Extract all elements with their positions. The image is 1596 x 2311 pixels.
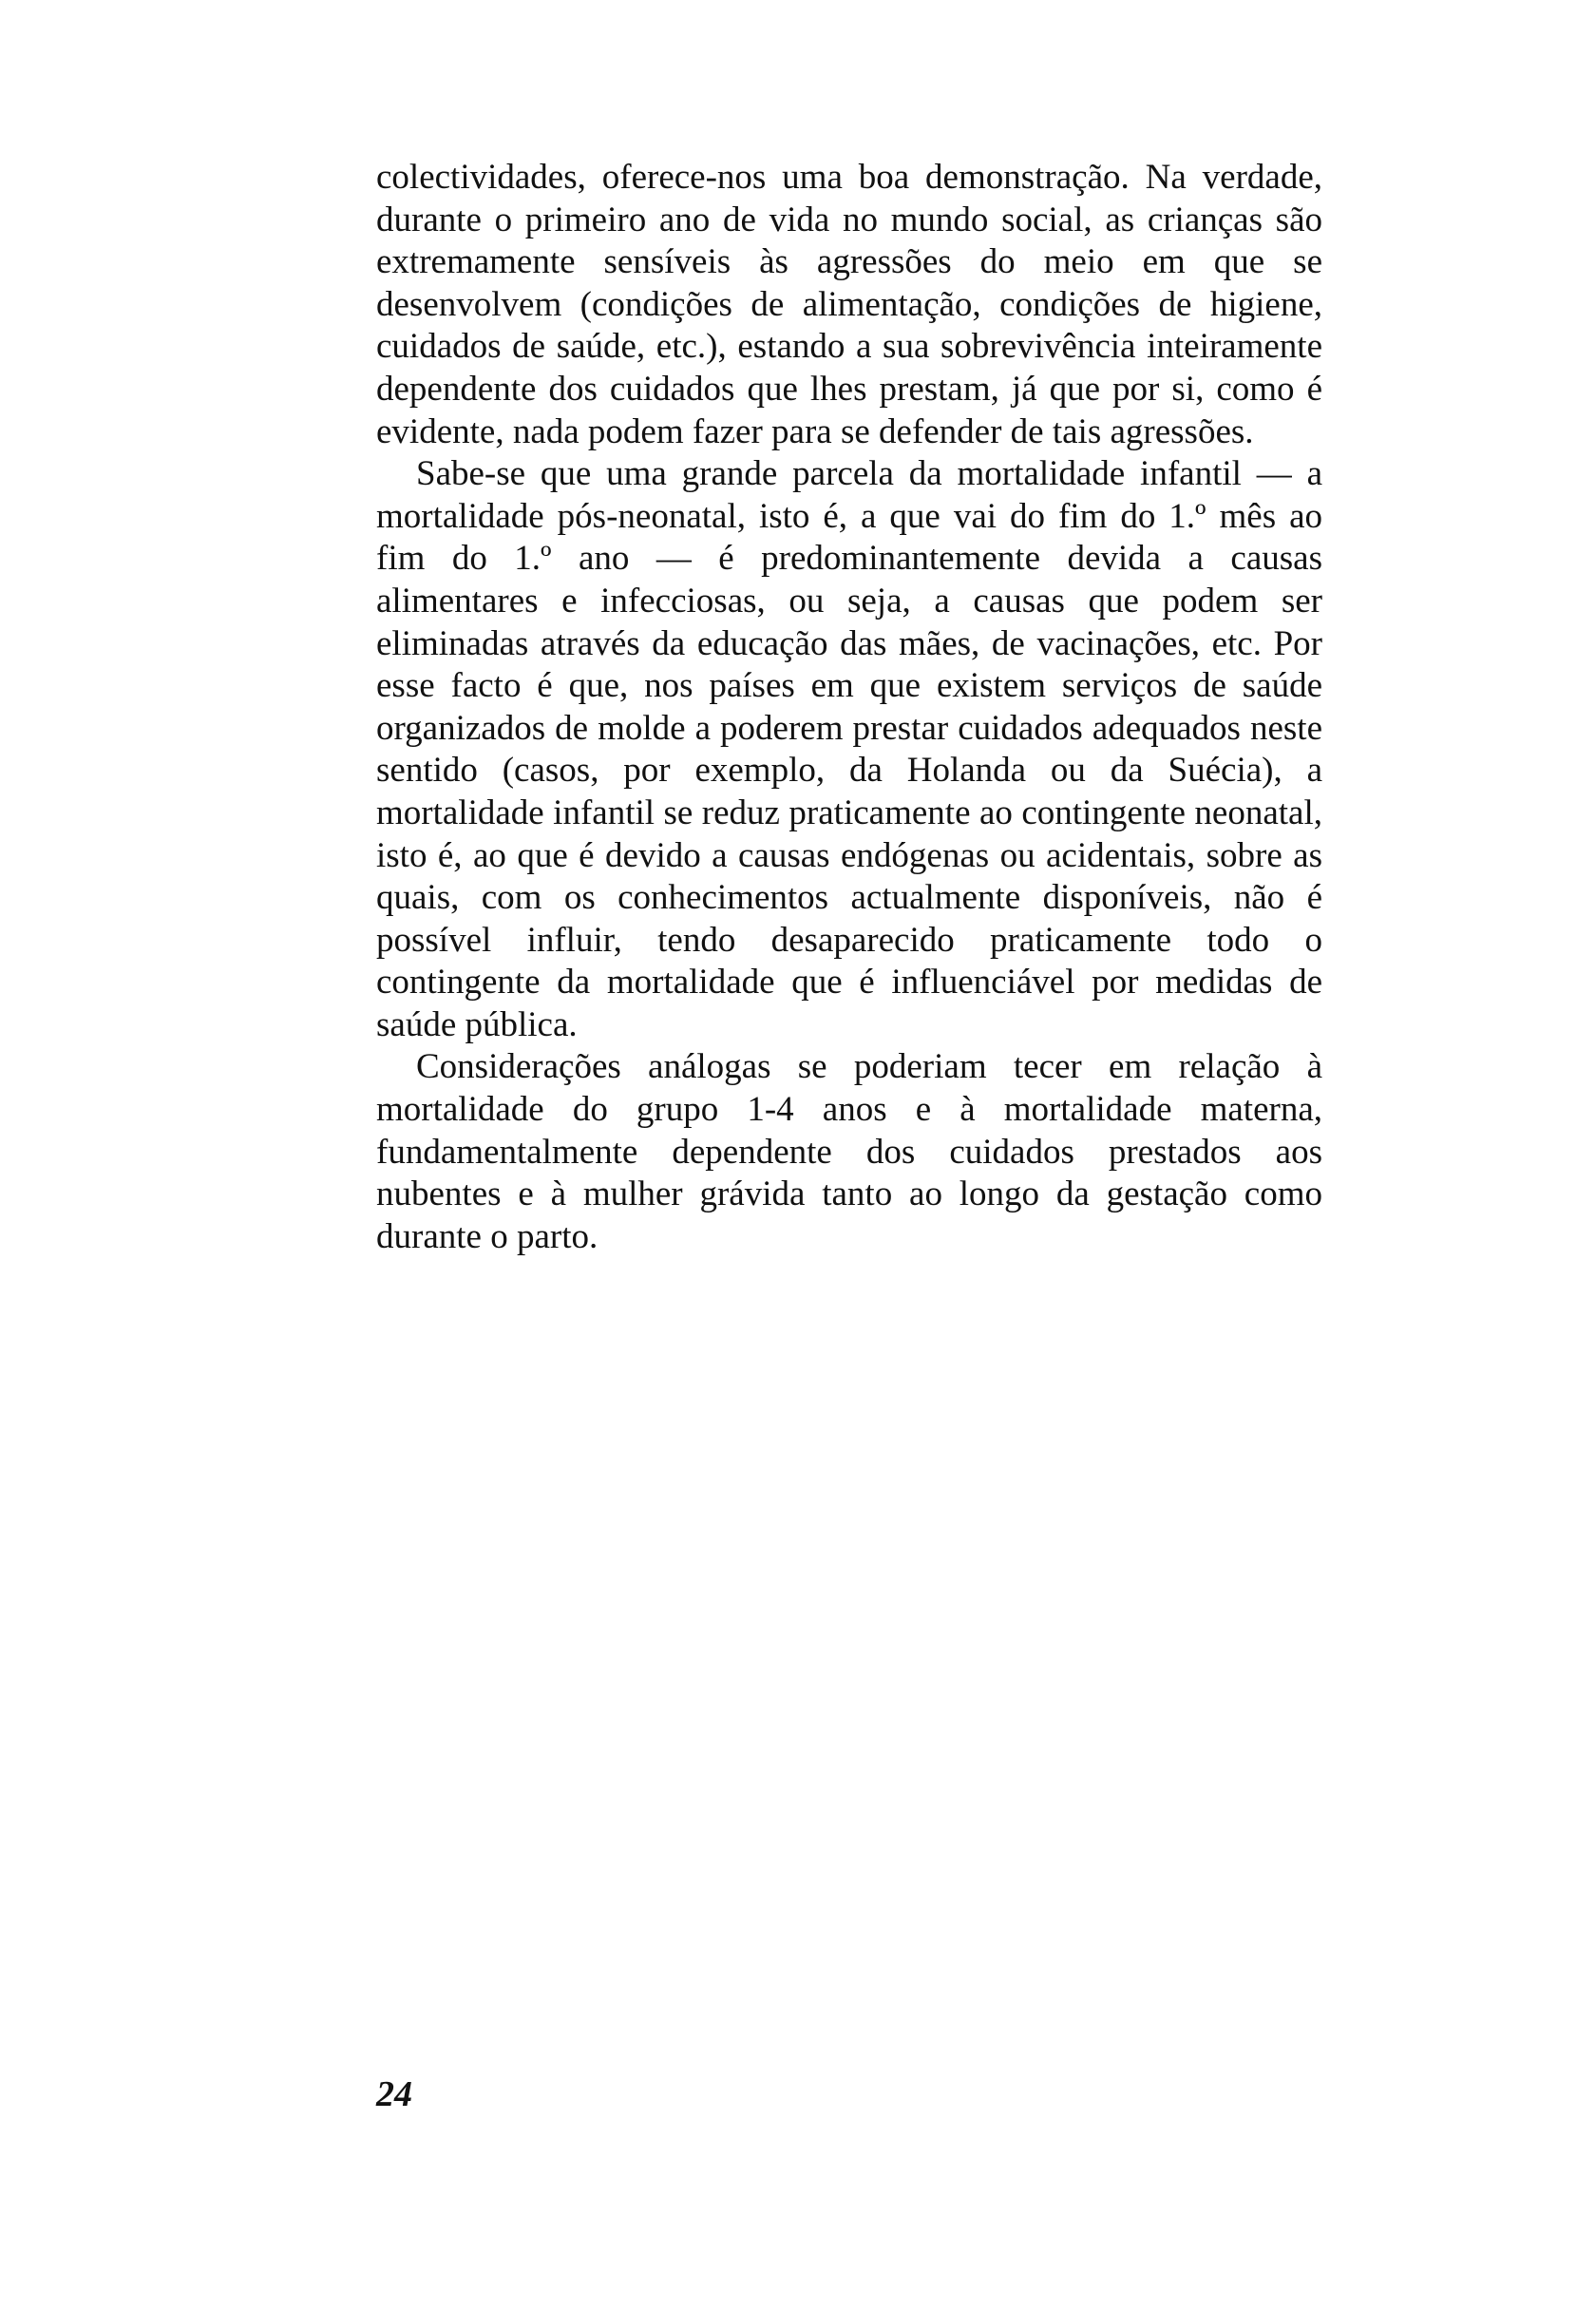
paragraph-3: Considerações análogas se poderiam tecer em relação à mortalidade do grupo 1-4 anos e à mortalidade materna, fundamentalmente dependente dos cuidados prestados aos nubentes e à mulher grávida tanto ao longo da gestação como durante o parto. — [376, 1047, 1322, 1256]
paragraph-2: Sabe-se que uma grande parcela da mortalidade infantil — a mortalidade pós-neonatal, isto é, a que vai do fim do 1.º mês ao fim do 1.º ano — é predominantemente devida a causas alimentares e infecciosas, ou seja, a causas que podem ser eliminadas através da educação das mães, de vacinações, etc. Por esse facto é que, nos países em que existem serviços de saúde organizados de molde a poderem prestar cuidados adequados neste sentido (casos, por exemplo, da Holanda ou da Suécia), a mortalidade infantil se reduz praticamente ao contingente neonatal, isto é, ao que é devido a causas endógenas ou acidentais, sobre as quais, com os conhecimentos actualmente disponíveis, não é possível influir, tendo desaparecido praticamente todo o contingente da mortalidade que é influenciável por medidas de saúde pública. — [376, 454, 1322, 1044]
body-text — [376, 157, 1322, 1258]
paragraph-1: colectividades, oferece-nos uma boa demonstração. Na verdade, durante o primeiro ano de vida no mundo social, as crianças são extremamente sensíveis às agressões do meio em que se desenvolvem (condições de alimentação, condições de higiene, cuidados de saúde, etc.), estando a sua sobrevivência inteiramente dependente dos cuidados que lhes prestam, já que por si, como é evidente, nada podem fazer para se defender de tais agressões. — [376, 158, 1322, 451]
page-number: 24 — [376, 2074, 412, 2114]
